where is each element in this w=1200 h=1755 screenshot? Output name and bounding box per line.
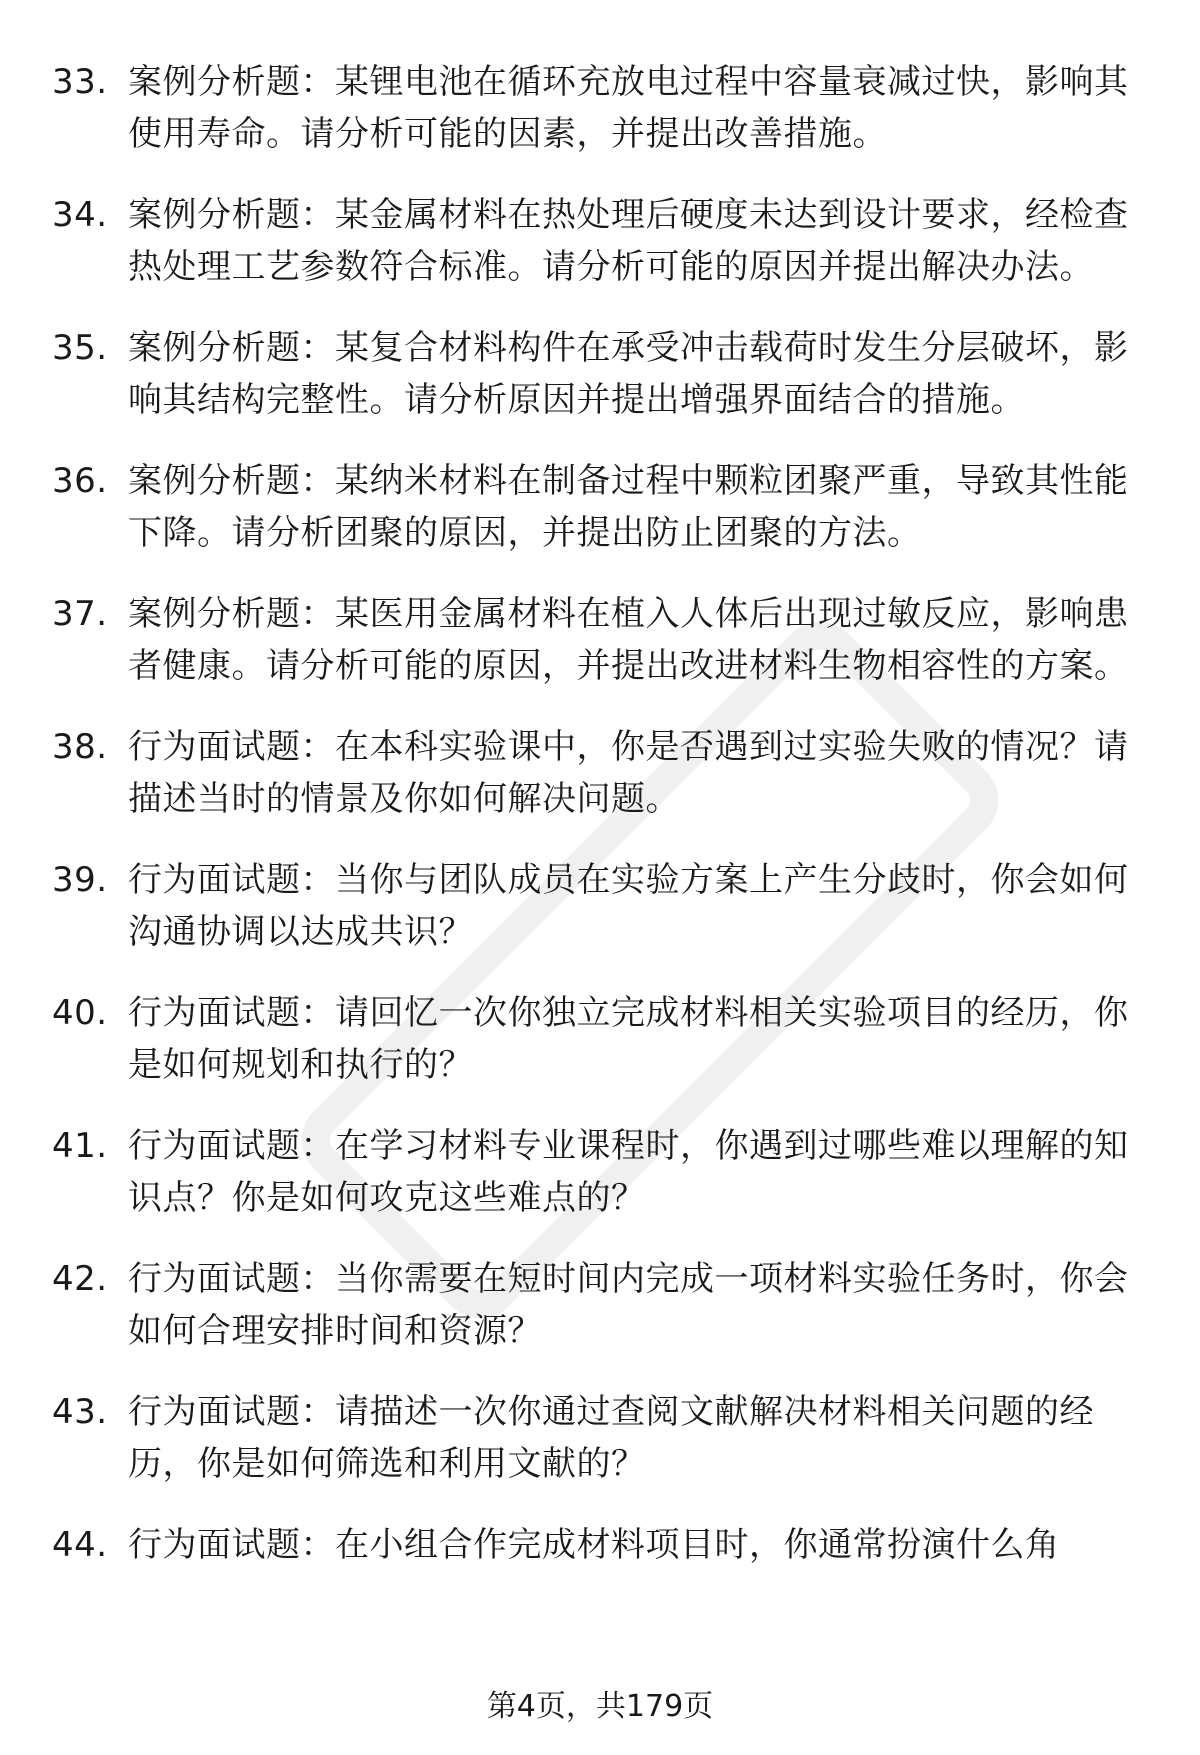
question-text: 行为面试题：当你需要在短时间内完成一项材料实验任务时，你会如何合理安排时间和资源？ <box>128 1259 1129 1351</box>
question-item <box>0 1120 1200 1224</box>
question-number: 34. <box>52 195 108 235</box>
question-item <box>0 854 1200 958</box>
question-text: 行为面试题：当你与团队成员在实验方案上产生分歧时，你会如何沟通协调以达成共识？ <box>128 860 1129 952</box>
question-number: 39. <box>52 860 108 900</box>
question-number: 36. <box>52 461 108 501</box>
question-item <box>0 721 1200 825</box>
question-text: 案例分析题：某锂电池在循环充放电过程中容量衰减过快，影响其使用寿命。请分析可能的因素，并提出改善措施。 <box>128 62 1129 154</box>
question-text: 行为面试题：在小组合作完成材料项目时，你通常扮演什么角 <box>128 1525 1060 1565</box>
question-text: 案例分析题：某金属材料在热处理后硬度未达到设计要求，经检查热处理工艺参数符合标准。请分析可能的原因并提出解决办法。 <box>128 195 1129 287</box>
question-number: 33. <box>52 62 108 102</box>
question-number: 37. <box>52 594 108 634</box>
question-item <box>0 1519 1200 1571</box>
question-item <box>0 1386 1200 1490</box>
question-text: 案例分析题：某医用金属材料在植入人体后出现过敏反应，影响患者健康。请分析可能的原因，并提出改进材料生物相容性的方案。 <box>128 594 1129 686</box>
question-number: 35. <box>52 328 108 368</box>
question-item <box>0 588 1200 692</box>
question-text: 案例分析题：某纳米材料在制备过程中颗粒团聚严重，导致其性能下降。请分析团聚的原因，并提出防止团聚的方法。 <box>128 461 1129 553</box>
question-number: 43. <box>52 1392 108 1432</box>
question-item <box>0 56 1200 160</box>
question-item <box>0 189 1200 293</box>
question-item <box>0 1253 1200 1357</box>
question-number: 40. <box>52 993 108 1033</box>
question-number: 44. <box>52 1525 108 1565</box>
question-list <box>0 56 1200 1600</box>
question-item <box>0 322 1200 426</box>
question-item <box>0 455 1200 559</box>
question-number: 38. <box>52 727 108 767</box>
question-text: 行为面试题：请回忆一次你独立完成材料相关实验项目的经历，你是如何规划和执行的？ <box>128 993 1129 1085</box>
question-text: 行为面试题：请描述一次你通过查阅文献解决材料相关问题的经历，你是如何筛选和利用文献的？ <box>128 1392 1094 1484</box>
question-number: 41. <box>52 1126 108 1166</box>
question-number: 42. <box>52 1259 108 1299</box>
question-text: 行为面试题：在学习材料专业课程时，你遇到过哪些难以理解的知识点？你是如何攻克这些难点的？ <box>128 1126 1129 1218</box>
question-item <box>0 987 1200 1091</box>
question-text: 案例分析题：某复合材料构件在承受冲击载荷时发生分层破坏，影响其结构完整性。请分析原因并提出增强界面结合的措施。 <box>128 328 1129 420</box>
page-footer: 第4页，共179页 <box>486 1689 714 1724</box>
question-text: 行为面试题：在本科实验课中，你是否遇到过实验失败的情况？请描述当时的情景及你如何解决问题。 <box>128 727 1129 819</box>
